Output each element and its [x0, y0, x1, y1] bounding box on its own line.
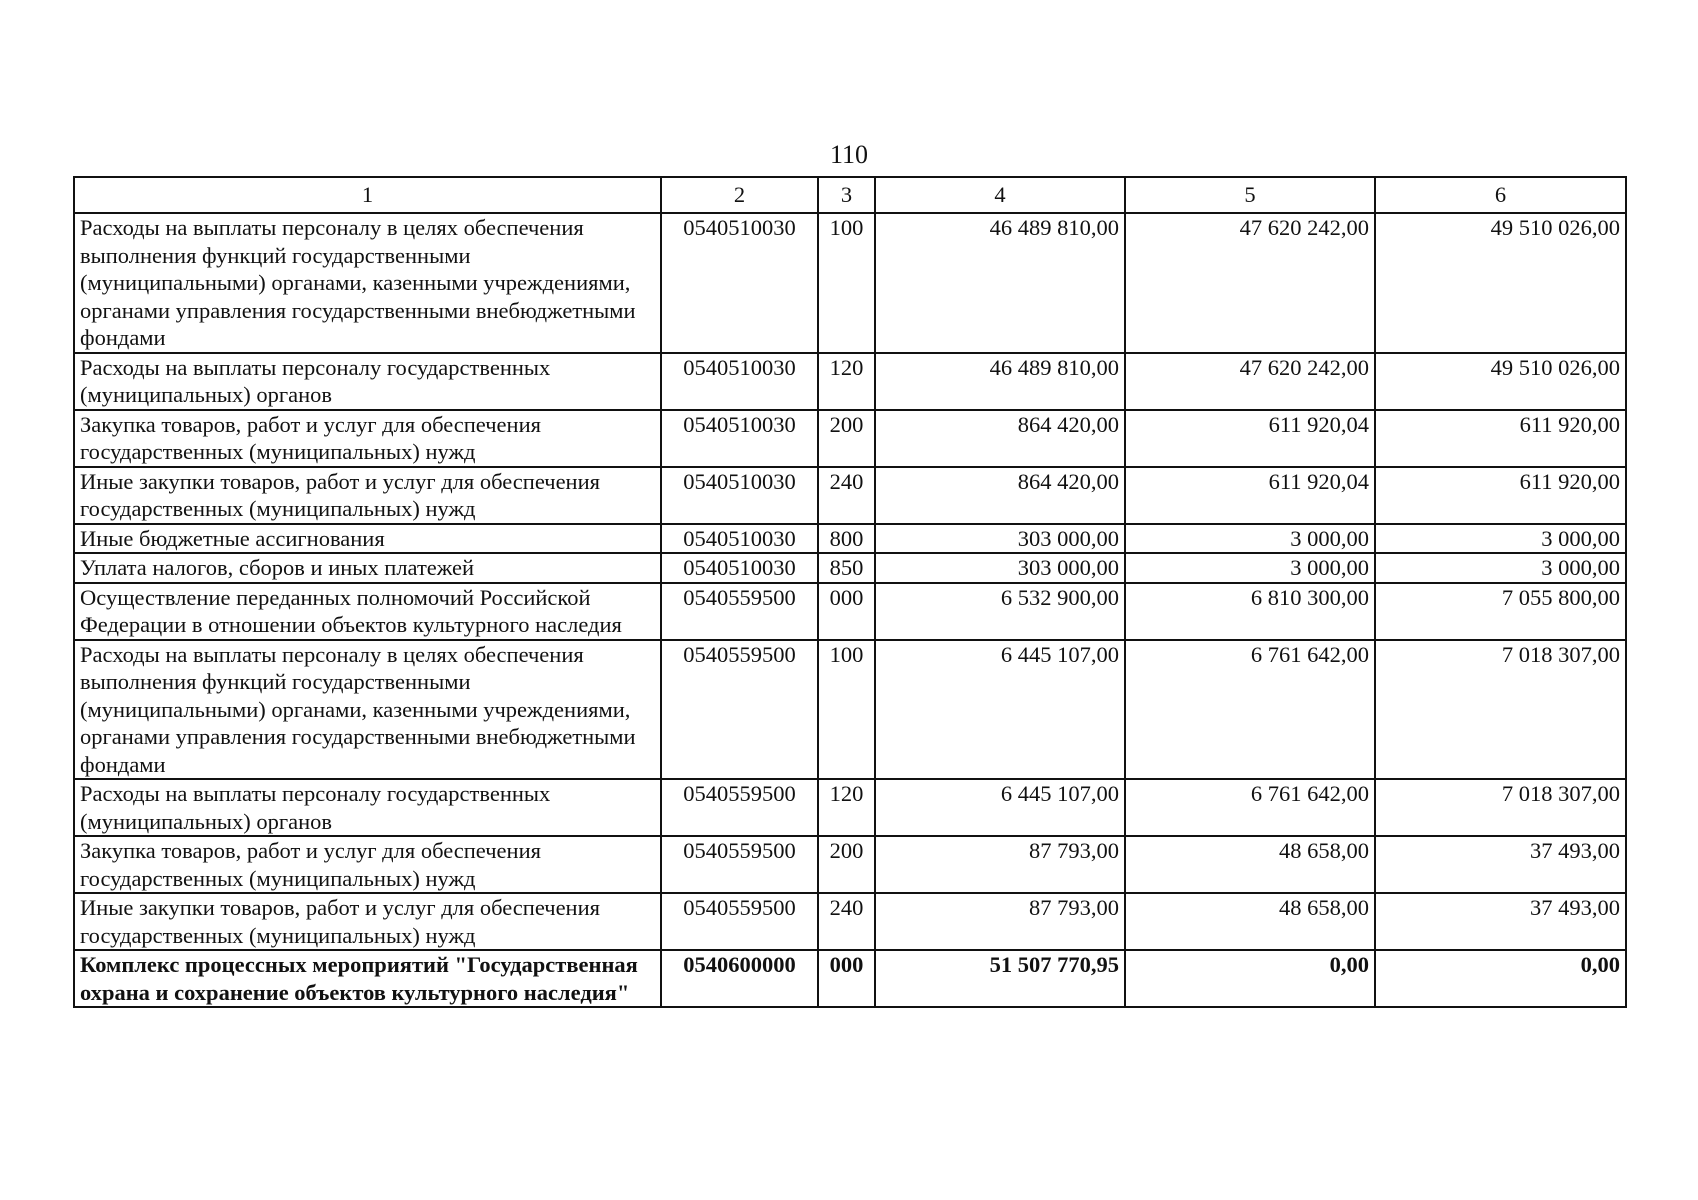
- amount-column-4: 864 420,00: [875, 467, 1125, 524]
- row-description: Расходы на выплаты персоналу в целях обеспечения выполнения функций государственными (муниципальными) органами, казенными учреждениями, органами управления государственными внебюджетными фондами: [74, 640, 661, 780]
- expense-type-code: 800: [818, 524, 875, 554]
- target-article-code: 0540510030: [661, 553, 818, 583]
- target-article-code: 0540600000: [661, 950, 818, 1007]
- table-row: [74, 779, 1626, 836]
- table-row: [74, 467, 1626, 524]
- amount-column-5: 6 761 642,00: [1125, 640, 1375, 780]
- expense-type-code: 000: [818, 583, 875, 640]
- expense-type-code: 240: [818, 467, 875, 524]
- amount-column-5: 3 000,00: [1125, 553, 1375, 583]
- column-number-row: [74, 177, 1626, 213]
- table-row: [74, 640, 1626, 780]
- amount-column-4: 864 420,00: [875, 410, 1125, 467]
- expense-type-code: 200: [818, 836, 875, 893]
- row-description: Расходы на выплаты персоналу государственных (муниципальных) органов: [74, 353, 661, 410]
- amount-column-4: 46 489 810,00: [875, 353, 1125, 410]
- amount-column-6: 49 510 026,00: [1375, 213, 1626, 353]
- expense-type-code: 850: [818, 553, 875, 583]
- amount-column-5: 3 000,00: [1125, 524, 1375, 554]
- table-row: [74, 524, 1626, 554]
- row-description: Расходы на выплаты персоналу в целях обеспечения выполнения функций государственными (муниципальными) органами, казенными учреждениями, органами управления государственными внебюджетными фондами: [74, 213, 661, 353]
- column-header: 1: [74, 177, 661, 213]
- table-row: [74, 950, 1626, 1007]
- table-row: [74, 213, 1626, 353]
- target-article-code: 0540510030: [661, 213, 818, 353]
- amount-column-6: 0,00: [1375, 950, 1626, 1007]
- target-article-code: 0540510030: [661, 353, 818, 410]
- expense-type-code: 120: [818, 353, 875, 410]
- amount-column-5: 47 620 242,00: [1125, 353, 1375, 410]
- amount-column-5: 6 810 300,00: [1125, 583, 1375, 640]
- target-article-code: 0540510030: [661, 524, 818, 554]
- amount-column-6: 37 493,00: [1375, 836, 1626, 893]
- amount-column-6: 3 000,00: [1375, 524, 1626, 554]
- expense-type-code: 100: [818, 213, 875, 353]
- amount-column-6: 7 055 800,00: [1375, 583, 1626, 640]
- amount-column-5: 0,00: [1125, 950, 1375, 1007]
- target-article-code: 0540559500: [661, 836, 818, 893]
- row-description: Уплата налогов, сборов и иных платежей: [74, 553, 661, 583]
- target-article-code: 0540510030: [661, 410, 818, 467]
- amount-column-6: 49 510 026,00: [1375, 353, 1626, 410]
- table-row: [74, 893, 1626, 950]
- amount-column-6: 611 920,00: [1375, 467, 1626, 524]
- amount-column-4: 6 445 107,00: [875, 640, 1125, 780]
- row-description: Закупка товаров, работ и услуг для обеспечения государственных (муниципальных) нужд: [74, 836, 661, 893]
- target-article-code: 0540559500: [661, 583, 818, 640]
- table-row: [74, 836, 1626, 893]
- row-description: Иные закупки товаров, работ и услуг для обеспечения государственных (муниципальных) нужд: [74, 893, 661, 950]
- amount-column-5: 611 920,04: [1125, 467, 1375, 524]
- amount-column-6: 7 018 307,00: [1375, 640, 1626, 780]
- table-row: [74, 353, 1626, 410]
- column-header: 5: [1125, 177, 1375, 213]
- expense-type-code: 120: [818, 779, 875, 836]
- table-row: [74, 583, 1626, 640]
- column-header: 6: [1375, 177, 1626, 213]
- row-description: Иные бюджетные ассигнования: [74, 524, 661, 554]
- amount-column-4: 303 000,00: [875, 553, 1125, 583]
- target-article-code: 0540559500: [661, 893, 818, 950]
- amount-column-6: 3 000,00: [1375, 553, 1626, 583]
- amount-column-4: 6 445 107,00: [875, 779, 1125, 836]
- amount-column-5: 47 620 242,00: [1125, 213, 1375, 353]
- amount-column-4: 87 793,00: [875, 836, 1125, 893]
- row-description: Закупка товаров, работ и услуг для обеспечения государственных (муниципальных) нужд: [74, 410, 661, 467]
- amount-column-5: 48 658,00: [1125, 893, 1375, 950]
- amount-column-5: 6 761 642,00: [1125, 779, 1375, 836]
- amount-column-4: 46 489 810,00: [875, 213, 1125, 353]
- expense-type-code: 240: [818, 893, 875, 950]
- amount-column-4: 303 000,00: [875, 524, 1125, 554]
- budget-table: [73, 176, 1627, 1008]
- table-row: [74, 410, 1626, 467]
- amount-column-6: 611 920,00: [1375, 410, 1626, 467]
- page-number: 110: [829, 140, 869, 169]
- amount-column-4: 6 532 900,00: [875, 583, 1125, 640]
- amount-column-6: 37 493,00: [1375, 893, 1626, 950]
- amount-column-4: 51 507 770,95: [875, 950, 1125, 1007]
- expense-type-code: 200: [818, 410, 875, 467]
- table-row: [74, 553, 1626, 583]
- row-description: Иные закупки товаров, работ и услуг для обеспечения государственных (муниципальных) нужд: [74, 467, 661, 524]
- amount-column-4: 87 793,00: [875, 893, 1125, 950]
- target-article-code: 0540559500: [661, 640, 818, 780]
- row-description: Расходы на выплаты персоналу государственных (муниципальных) органов: [74, 779, 661, 836]
- column-header: 2: [661, 177, 818, 213]
- row-description: Осуществление переданных полномочий Российской Федерации в отношении объектов культурного наследия: [74, 583, 661, 640]
- amount-column-5: 611 920,04: [1125, 410, 1375, 467]
- column-header: 4: [875, 177, 1125, 213]
- amount-column-5: 48 658,00: [1125, 836, 1375, 893]
- expense-type-code: 100: [818, 640, 875, 780]
- table-body: [74, 213, 1626, 1007]
- expense-type-code: 000: [818, 950, 875, 1007]
- target-article-code: 0540559500: [661, 779, 818, 836]
- amount-column-6: 7 018 307,00: [1375, 779, 1626, 836]
- target-article-code: 0540510030: [661, 467, 818, 524]
- row-description: Комплекс процессных мероприятий "Государственная охрана и сохранение объектов культурного наследия": [74, 950, 661, 1007]
- column-header: 3: [818, 177, 875, 213]
